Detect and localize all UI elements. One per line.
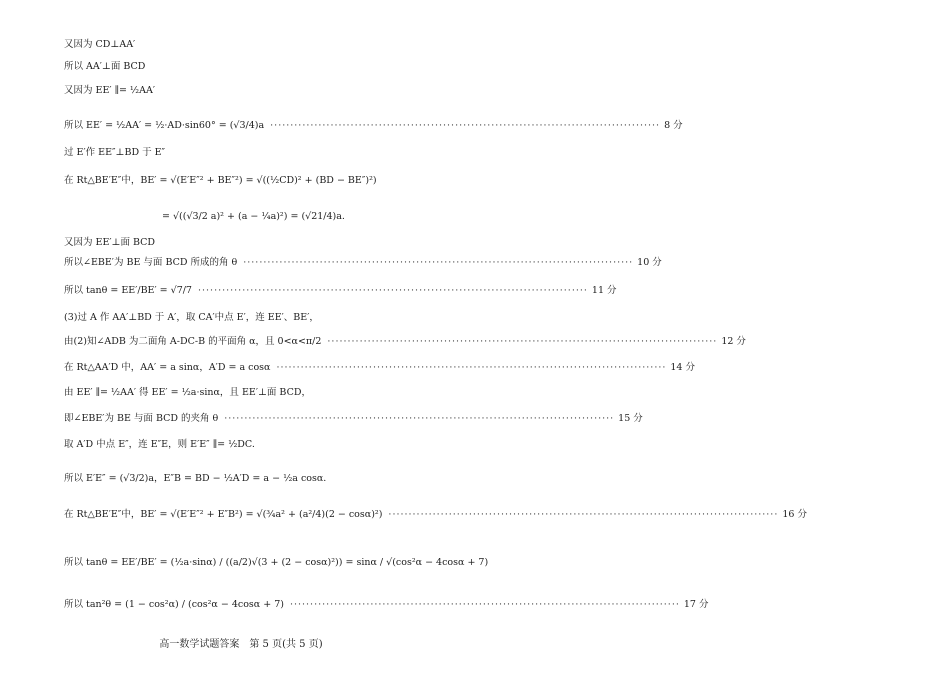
line-text: 又因为 EE′ ∥= ½AA′	[64, 85, 156, 96]
leader-dots: ·································································································	[289, 599, 680, 610]
score-label: 12 分	[721, 336, 746, 347]
solution-line-7	[162, 210, 462, 224]
score-label: 10 分	[637, 257, 662, 268]
solution-line-2	[64, 60, 444, 74]
page-footer	[0, 635, 950, 650]
score-label: 15 分	[618, 413, 643, 424]
line-text: 又因为 EE′⊥面 BCD	[64, 237, 156, 248]
line-text: 所以∠EBE′为 BE 与面 BCD 所成的角 θ	[64, 257, 238, 268]
line-text: 由 EE′ ∥= ½AA′ 得 EE′ = ½a·sinα，且 EE′⊥面 BCD，	[64, 387, 311, 398]
score-label: 17 分	[683, 599, 709, 610]
solution-line-4	[64, 119, 683, 133]
line-text: 所以 EE′ = ½AA′ = ½·AD·sin60° = (√3/4)a	[64, 120, 265, 131]
leader-dots: ·································································································	[224, 413, 615, 424]
leader-dots: ·································································································	[243, 257, 634, 268]
solution-line-15	[64, 412, 643, 426]
solution-line-5	[64, 146, 444, 160]
line-text: 所以 tan²θ = (1 − cos²α) / (cos²α − 4cosα + 7)	[64, 599, 284, 610]
solution-line-6	[64, 174, 464, 188]
line-text: 又因为 CD⊥AA′	[64, 39, 136, 50]
solution-line-19	[64, 556, 489, 570]
line-text: = √((√3/2 a)² + (a − ¼a)²) = (√21/4)a.	[162, 211, 345, 222]
solution-line-17	[64, 472, 364, 486]
solution-line-11	[64, 311, 364, 325]
leader-dots: ·································································································	[270, 120, 661, 131]
solution-line-8	[64, 236, 444, 250]
solution-line-10	[64, 284, 617, 298]
leader-dots: ·································································································	[327, 336, 718, 347]
solution-line-14	[64, 386, 364, 400]
line-text: 在 Rt△BE′E″中，BE′ = √(E′E″² + BE″²) = √((½CD)² + (BD − BE″)²)	[64, 175, 377, 186]
score-label: 11 分	[591, 285, 617, 296]
line-text: (3)过 A 作 AA′⊥BD 于 A′，取 CA′中点 E′，连 EE′、BE′，	[64, 312, 319, 323]
line-text: 在 Rt△AA′D 中，AA′ = a sinα，A′D = a cosα	[64, 362, 271, 373]
score-label: 14 分	[670, 362, 695, 373]
score-label: 8 分	[664, 120, 683, 131]
line-text: 所以 tanθ = EE′/BE′ = (½a·sinα) / ((a/2)√(3 + (2 − cosα)²)) = sinα / √(cos²α − 4cosα + 7)	[64, 557, 489, 568]
line-text: 即∠EBE′为 BE 与面 BCD 的夹角 θ	[64, 413, 219, 424]
leader-dots: ·································································································	[276, 362, 667, 373]
line-text: 由(2)知∠ADB 为二面角 A-DC-B 的平面角 α，且 0<α<π/2	[64, 336, 322, 347]
solution-line-13	[64, 361, 695, 375]
solution-line-12	[64, 335, 746, 349]
line-text: 取 A′D 中点 E″，连 E″E，则 E′E″ ∥= ½DC.	[64, 439, 255, 450]
solution-line-20	[64, 598, 709, 612]
solution-line-18	[64, 508, 807, 522]
solution-line-9	[64, 256, 662, 270]
line-text: 所以 tanθ = EE′/BE′ = √7/7	[64, 285, 192, 296]
leader-dots: ·································································································	[197, 285, 588, 296]
line-text: 在 Rt△BE′E″中，BE′ = √(E′E″² + E″B²) = √(¾a² + (a²/4)(2 − cosα)²)	[64, 509, 383, 520]
score-label: 16 分	[782, 509, 807, 520]
solution-line-16	[64, 438, 324, 452]
line-text: 所以 AA′⊥面 BCD	[64, 61, 146, 72]
leader-dots: ·································································································	[388, 509, 779, 520]
solution-line-1	[64, 38, 444, 52]
footer-text: 高一数学试题答案 第 5 页(共 5 页)	[159, 639, 323, 650]
solution-line-3	[64, 84, 444, 98]
line-text: 过 E′作 EE″⊥BD 于 E″	[64, 147, 166, 158]
line-text: 所以 E′E″ = (√3/2)a，E″B = BD − ½A′D = a − ½a cosα.	[64, 473, 327, 484]
